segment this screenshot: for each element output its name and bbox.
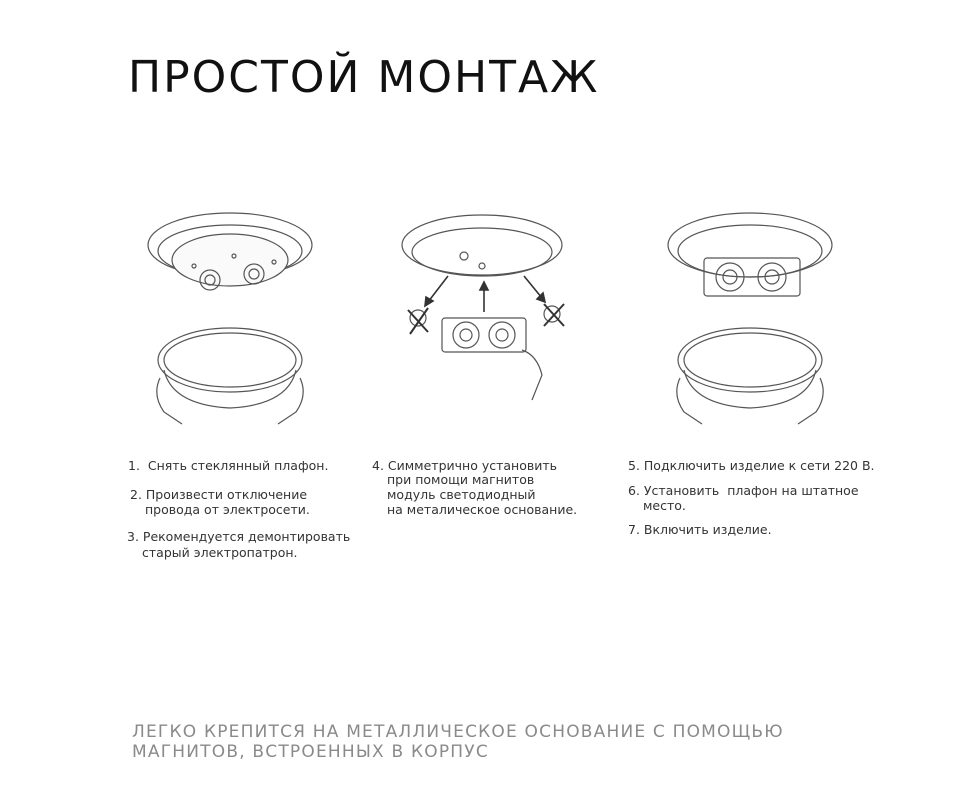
- led-module-install-drawing: [392, 200, 652, 430]
- step-6-line-1: 6. Установить плафон на штатное: [628, 483, 859, 498]
- step-4-line-2: при помощи магнитов: [387, 472, 535, 487]
- step-4-line-4: на металическое основание.: [387, 502, 578, 517]
- ceiling-lamp-removal-drawing: [142, 200, 402, 430]
- illustration-step-3: [662, 200, 922, 430]
- step-6-line-2: место.: [643, 498, 686, 513]
- illustration-step-2: [392, 200, 652, 430]
- illustration-step-1: [142, 200, 402, 430]
- step-4-line-1: 4. Симметрично установить: [372, 458, 557, 473]
- step-4-line-3: модуль светодиодный: [387, 487, 536, 502]
- footer-line-2: МАГНИТОВ, ВСТРОЕННЫХ В КОРПУС: [132, 742, 489, 762]
- step-2-line-1: 2. Произвести отключение: [130, 487, 308, 502]
- step-7: 7. Включить изделие.: [628, 522, 772, 537]
- step-5: 5. Подключить изделие к сети 220 В.: [628, 458, 875, 473]
- ceiling-lamp-assembly-drawing: [662, 200, 922, 430]
- page-title: ПРОСТОЙ МОНТАЖ: [128, 52, 600, 103]
- footer-line-1: ЛЕГКО КРЕПИТСЯ НА МЕТАЛЛИЧЕСКОЕ ОСНОВАНИЕ С ПОМОЩЬЮ: [132, 722, 784, 742]
- step-3-line-1: 3. Рекомендуется демонтировать: [127, 529, 351, 544]
- step-2-line-2: провода от электросети.: [145, 502, 310, 517]
- step-1: 1. Снять стеклянный плафон.: [128, 458, 329, 473]
- step-3-line-2: старый электропатрон.: [142, 545, 298, 560]
- footer-note: [132, 722, 784, 762]
